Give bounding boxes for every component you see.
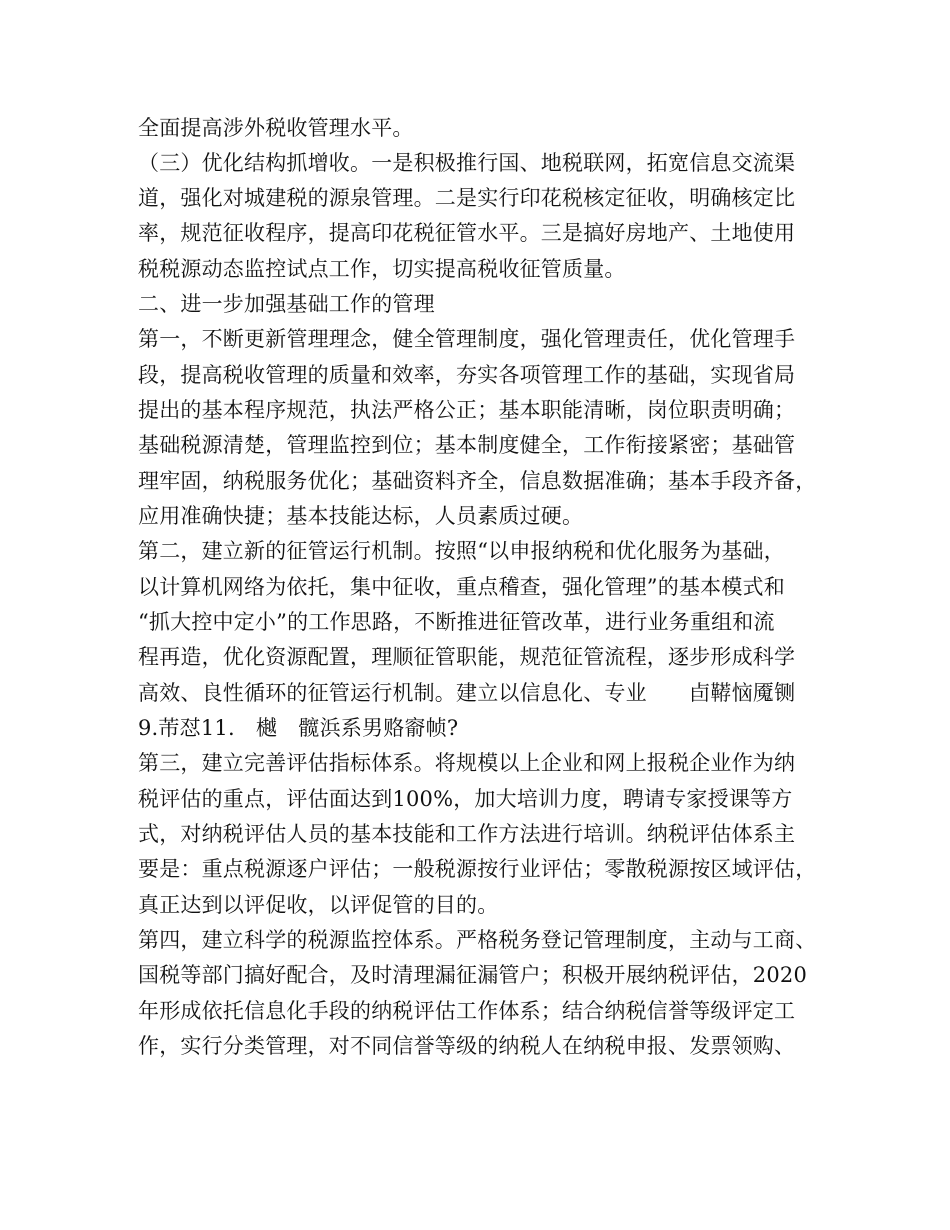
text-line: “抓大控中定小”的工作思路，不断推进征管改革，进行业务重组和流 [138, 610, 775, 634]
text-line: 9.芾怼11. 樾 髋浜系男赂窬帧? [138, 716, 459, 740]
text-line: 以计算机网络为依托，集中征收，重点稽查，强化管理”的基本模式和 [138, 575, 785, 599]
text-line: 高效、良性循环的征管运行机制。建立以信息化、专业 卣鞯恼魇铡 [138, 681, 796, 705]
text-line: 全面提高涉外税收管理水平。 [138, 116, 414, 140]
text-line: 年形成依托信息化手段的纳税评估工作体系；结合纳税信誉等级评定工 [138, 999, 796, 1023]
text-line: 式，对纳税评估人员的基本技能和工作方法进行培训。纳税评估体系主 [138, 822, 796, 846]
text-line: 基础税源清楚，管理监控到位；基本制度健全，工作衔接紧密；基础管 [138, 433, 796, 457]
text-line: 第一，不断更新管理理念，健全管理制度，强化管理责任，优化管理手 [138, 327, 796, 351]
text-line: 段，提高税收管理的质量和效率，夯实各项管理工作的基础，实现省局 [138, 363, 796, 387]
text-line: 应用准确快捷；基本技能达标，人员素质过硬。 [138, 504, 584, 528]
text-line: 率，规范征收程序，提高印花税征管水平。三是搞好房地产、土地使用 [138, 221, 796, 245]
text-line: 第四，建立科学的税源监控体系。严格税务登记管理制度，主动与工商、 [138, 928, 817, 952]
text-line: （三）优化结构抓增收。一是积极推行国、地税联网，拓宽信息交流渠 [138, 151, 796, 175]
text-line: 税税源动态监控试点工作，切实提高税收征管质量。 [138, 257, 626, 281]
text-line: 第二，建立新的征管运行机制。按照“以申报纳税和优化服务为基础， [138, 539, 785, 563]
section-heading: 二、进一步加强基础工作的管理 [138, 292, 435, 316]
text-line: 要是：重点税源逐户评估；一般税源按行业评估；零散税源按区域评估， [138, 857, 817, 881]
text-line: 第三，建立完善评估指标体系。将规模以上企业和网上报税企业作为纳 [138, 751, 796, 775]
text-line: 作，实行分类管理，对不同信誉等级的纳税人在纳税申报、发票领购、 [138, 1034, 796, 1058]
text-line: 国税等部门搞好配合，及时清理漏征漏管户；积极开展纳税评估，2020 [138, 963, 808, 987]
text-line: 提出的基本程序规范，执法严格公正；基本职能清晰，岗位职责明确； [138, 398, 796, 422]
text-line: 理牢固，纳税服务优化；基础资料齐全，信息数据准确；基本手段齐备， [138, 469, 817, 493]
text-line: 程再造，优化资源配置，理顺征管职能，规范征管流程，逐步形成科学 [138, 645, 796, 669]
text-line: 真正达到以评促收，以评促管的目的。 [138, 893, 499, 917]
text-line: 税评估的重点，评估面达到100%，加大培训力度，聘请专家授课等方 [138, 787, 793, 811]
text-line: 道，强化对城建税的源泉管理。二是实行印花税核定征收，明确核定比 [138, 186, 796, 210]
